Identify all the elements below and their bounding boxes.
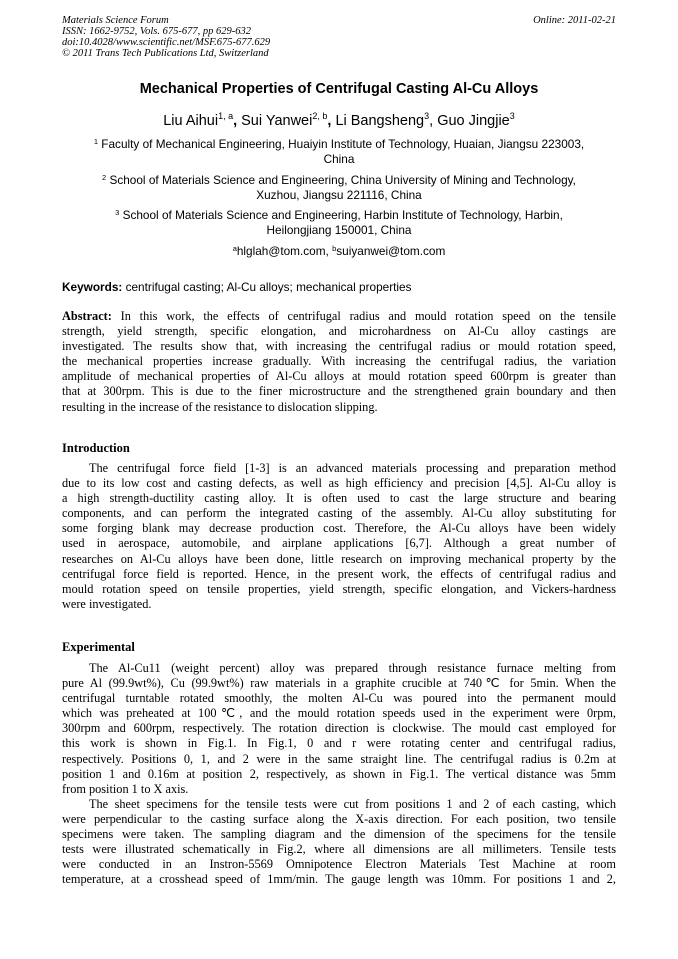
abstract-label: Abstract: bbox=[62, 309, 112, 323]
affiliation-mark: 1 bbox=[93, 137, 98, 146]
abstract bbox=[62, 309, 616, 415]
journal-header bbox=[62, 15, 616, 59]
paragraph-line: pure Al (99.9wt%), Cu (99.9wt%) raw materials in a graphite crucible at 740℃ for 5min. When the bbox=[62, 676, 616, 691]
affiliation bbox=[62, 208, 616, 238]
email-mark: b bbox=[332, 244, 337, 253]
paragraph-line: were perpendicular to the casting surface along the X-axis direction. For each position, two tensile bbox=[62, 811, 616, 826]
author-affiliation-mark: 3 bbox=[509, 111, 515, 121]
paragraph-line: tests were illustrated schematically in Fig.2, where all dimensions are all millimeters. Tensile tests bbox=[62, 842, 616, 857]
author-affiliation-mark: 3 bbox=[424, 111, 430, 121]
issn-line: ISSN: 1662-9752, Vols. 675-677, pp 629-632 bbox=[62, 26, 251, 37]
paragraph-line: The Al-Cu11 (weight percent) alloy was prepared through resistance furnace melting from bbox=[89, 661, 616, 675]
paragraph-line: components, and can perform the integrated casting of the assembly. Al-Cu alloy substituting for bbox=[62, 506, 616, 521]
email-link[interactable]: hlglah@tom.com, bbox=[236, 244, 329, 258]
keywords-text: centrifugal casting; Al-Cu alloys; mechanical properties bbox=[125, 280, 412, 294]
abstract-line: strength, yield strength, specific elongation, and microhardness on Al-Cu alloy castings are bbox=[62, 324, 616, 339]
paragraph-line: some forging blank may decrease production cost. Therefore, the Al-Cu alloys have been widely bbox=[62, 521, 616, 536]
doi-line: doi:10.4028/www.scientific.net/MSF.675-677.629 bbox=[62, 37, 271, 48]
paragraph-line: were conducted in an Instron-5569 Omnipotence Electron Materials Test Machine at room bbox=[62, 857, 616, 872]
paragraph-line: centrifugal turntable rotated smoothly, the molten Al-Cu was poured into the permanent mould bbox=[62, 691, 616, 706]
email-mark: a bbox=[232, 244, 237, 253]
paragraph-line: specimens were taken. The sampling diagram and the dimension of the specimens for the tensile bbox=[62, 827, 616, 842]
affiliation-line: China bbox=[323, 152, 355, 166]
paragraph-line: position 1 and 0.16m at position 2, respectively, as shown in Fig.1. The vertical distance was 5mm bbox=[62, 766, 616, 781]
affiliation-line: School of Materials Science and Engineering, China University of Mining and Technology, bbox=[109, 173, 576, 187]
experimental-text bbox=[62, 661, 616, 887]
affiliation bbox=[62, 173, 616, 203]
paragraph-line: respectively. Positions 0, 1, and 2 were in the same straight line. The centrifugal radius is 0.2m at bbox=[62, 751, 616, 766]
affiliation-line: Faculty of Mechanical Engineering, Huaiyin Institute of Technology, Huaian, Jiangsu 223003, bbox=[101, 137, 585, 151]
author-emails bbox=[62, 244, 616, 258]
author-list: Liu Aihui$^{1, a}$, Sui Yanwei$^{2, b}$, Li Bangsheng$^3$, Guo Jingjie$^3$ bbox=[163, 111, 515, 129]
paragraph-line: from position 1 to X axis. bbox=[62, 781, 189, 796]
paragraph-line: 300rpm and 600rpm, respectively. The rotation direction is clockwise. The mould cast employed for bbox=[62, 721, 616, 736]
affiliation-mark: 2 bbox=[102, 173, 107, 182]
affiliation-line: Heilongjiang 150001, China bbox=[266, 223, 412, 237]
affiliation bbox=[62, 137, 616, 167]
journal-name: Materials Science Forum bbox=[62, 15, 169, 26]
abstract-line: In this work, the effects of centrifugal radius and mould rotation speed on the tensile bbox=[111, 309, 616, 323]
author-name: Sui Yanwei bbox=[241, 113, 313, 129]
keywords-label: Keywords: bbox=[62, 280, 123, 294]
affiliation-line: Xuzhou, Jiangsu 221116, China bbox=[256, 188, 422, 202]
author-name: Guo Jingjie bbox=[437, 113, 510, 129]
paragraph-line: were investigated. bbox=[62, 596, 152, 611]
paragraph-line: researches on Al-Cu alloys have been done, little research on improving mechanical property by the bbox=[62, 551, 616, 566]
email-link[interactable]: suiyanwei@tom.com bbox=[336, 244, 446, 258]
copyright-line: © 2011 Trans Tech Publications Ltd, Switzerland bbox=[62, 48, 269, 59]
affiliation-line: School of Materials Science and Engineering, Harbin Institute of Technology, Harbin, bbox=[122, 208, 563, 222]
author-affiliation-mark: 1, a bbox=[218, 111, 234, 121]
paper-title: Mechanical Properties of Centrifugal Casting Al-Cu Alloys bbox=[139, 81, 539, 97]
paragraph-line: The sheet specimens for the tensile tests were cut from positions 1 and 2 of each casting, which bbox=[89, 796, 616, 811]
online-date: Online: 2011-02-21 bbox=[533, 15, 616, 26]
affiliation-mark: 3 bbox=[115, 208, 120, 217]
paragraph-line: which was preheated at 100℃, and the mould rotation speeds used in the experiment were 0rpm, bbox=[62, 706, 616, 721]
abstract-line: amplitude of mechanical properties of Al-Cu alloys at mould rotation speed 600rpm is greater than bbox=[62, 369, 616, 384]
abstract-line: the mechanical properties increase gradually. With increasing the centrifugal radius, the variation bbox=[62, 354, 616, 369]
paragraph-line: temperature, at a crosshead speed of 1mm/min. The gauge length was 10mm. For positions 1 and 2, bbox=[62, 872, 616, 887]
paragraph-line: due to its low cost and casting defects, as well as high efficiency and precision [4,5]. Al-Cu alloy is bbox=[62, 476, 616, 491]
section-heading-introduction: Introduction bbox=[62, 441, 130, 455]
introduction-text bbox=[62, 461, 616, 612]
abstract-line: investigated. The results show that, with increasing the centrifugal radius or mould rotation speed, bbox=[62, 339, 616, 354]
paragraph-line: a high strength-ductility casting alloy. It is often used to cast the large structure and bearing bbox=[62, 491, 616, 506]
author-name: Liu Aihui bbox=[163, 113, 219, 129]
paragraph-line: centrifugal force field is reported. Hence, in the present work, the effects of centrifugal radius and bbox=[62, 566, 616, 581]
author-affiliation-mark: 2, b bbox=[312, 111, 328, 121]
keywords bbox=[62, 280, 616, 294]
abstract-line: resulting in the increase of the resistance to dislocation slipping. bbox=[62, 399, 378, 414]
paragraph-line: this work is shown in Fig.1. In Fig.1, 0 and r were rotating center and centrifugal radius, bbox=[62, 736, 616, 751]
paragraph-line: mould rotation speed on tensile properties, yield strength, specific elongation, and Vickers-hardness bbox=[62, 581, 616, 596]
abstract-line: that at 300rpm. This is due to the finer microstructure and the strengthened grain boundary and then bbox=[62, 384, 616, 399]
paragraph-line: used in aerospace, automobile, and airplane applications [6,7]. Although a great number of bbox=[62, 536, 616, 551]
author-name: Li Bangsheng bbox=[335, 113, 425, 129]
section-heading-experimental: Experimental bbox=[62, 640, 135, 654]
paragraph-line: The centrifugal force field [1-3] is an advanced materials processing and preparation method bbox=[89, 461, 616, 475]
